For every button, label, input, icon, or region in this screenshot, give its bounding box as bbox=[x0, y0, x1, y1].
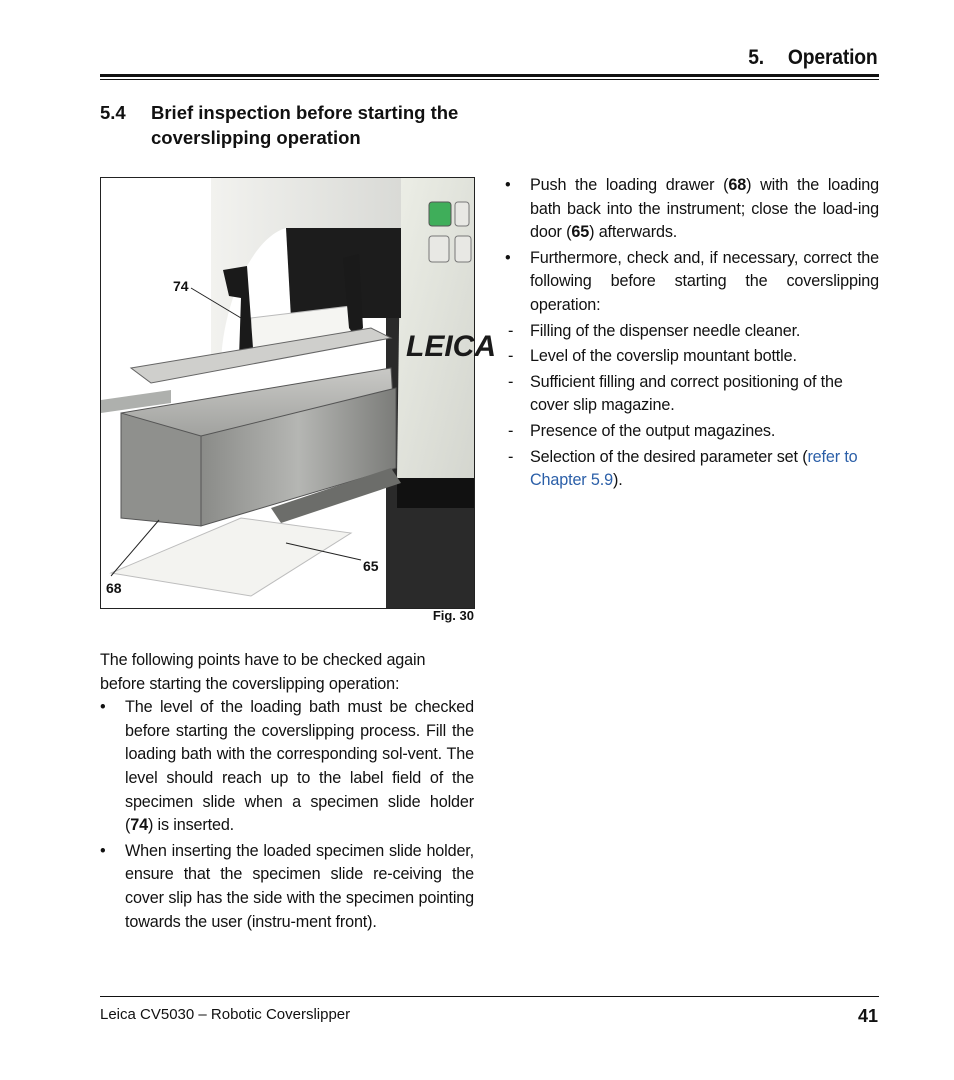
chapter-header bbox=[749, 46, 878, 70]
list-item: • Furthermore, check and, if necessary, correct the following before starting the coverslipping operation: bbox=[505, 248, 879, 314]
footer-product: Leica CV5030 – Robotic Coverslipper bbox=[100, 1006, 351, 1023]
reference-68: 68 bbox=[728, 176, 747, 194]
left-column bbox=[100, 649, 474, 936]
callout-65: 65 bbox=[363, 558, 379, 574]
instrument-photo bbox=[100, 177, 496, 609]
figure-caption: Fig. 30 bbox=[432, 608, 474, 623]
chapter-5-9-link[interactable]: refer to Chapter 5.9 bbox=[530, 447, 858, 490]
chapter-number: 5. bbox=[748, 46, 765, 69]
list-item: - Selection of the desired parameter set (refer to Chapter 5.9). bbox=[508, 447, 858, 490]
header-rule bbox=[100, 74, 879, 77]
list-item: - Sufficient filling and correct positioning of the cover slip magazine. bbox=[508, 372, 843, 415]
right-column bbox=[505, 174, 879, 495]
list-item: - Presence of the output magazines. bbox=[508, 421, 776, 440]
reference-74: 74 bbox=[130, 816, 148, 835]
page-number: 41 bbox=[857, 1006, 878, 1026]
checklist bbox=[505, 320, 879, 493]
reference-65: 65 bbox=[571, 223, 590, 242]
list-item: • Push the loading drawer (68) with the loading bath back into the instrument; close the load-ing door (65) afterwards. bbox=[505, 176, 879, 242]
list-item: - Level of the coverslip mountant bottle. bbox=[508, 347, 797, 366]
callout-68: 68 bbox=[106, 580, 122, 596]
leica-logo: LEICA bbox=[406, 330, 496, 363]
section-number: 5.4 bbox=[100, 102, 126, 123]
header-rule-thin bbox=[100, 79, 879, 80]
section-title: Brief inspection before starting the coverslipping operation bbox=[151, 102, 459, 148]
list-item: • The level of the loading bath must be checked before starting the coverslipping process. Fill the loading bath with the corresponding sol-vent. The level should reach up to the label field of the specimen slide when a specimen slide holder (74) is inserted. bbox=[100, 698, 474, 835]
left-bullet-list bbox=[100, 696, 474, 934]
instrument-illustration bbox=[101, 178, 496, 608]
list-item: • When inserting the loaded specimen slide holder, ensure that the specimen slide re-ceiving the cover slip has the side with the specimen pointing towards the user (instru-ment front). bbox=[100, 841, 474, 931]
chapter-title: Operation bbox=[788, 46, 878, 69]
footer-rule bbox=[100, 996, 879, 997]
list-item: - Filling of the dispenser needle cleaner. bbox=[508, 321, 801, 340]
callout-74: 74 bbox=[173, 278, 189, 294]
right-bullet-list bbox=[505, 174, 879, 318]
intro-paragraph: The following points have to be checked again before starting the coverslipping operation: bbox=[100, 651, 426, 693]
